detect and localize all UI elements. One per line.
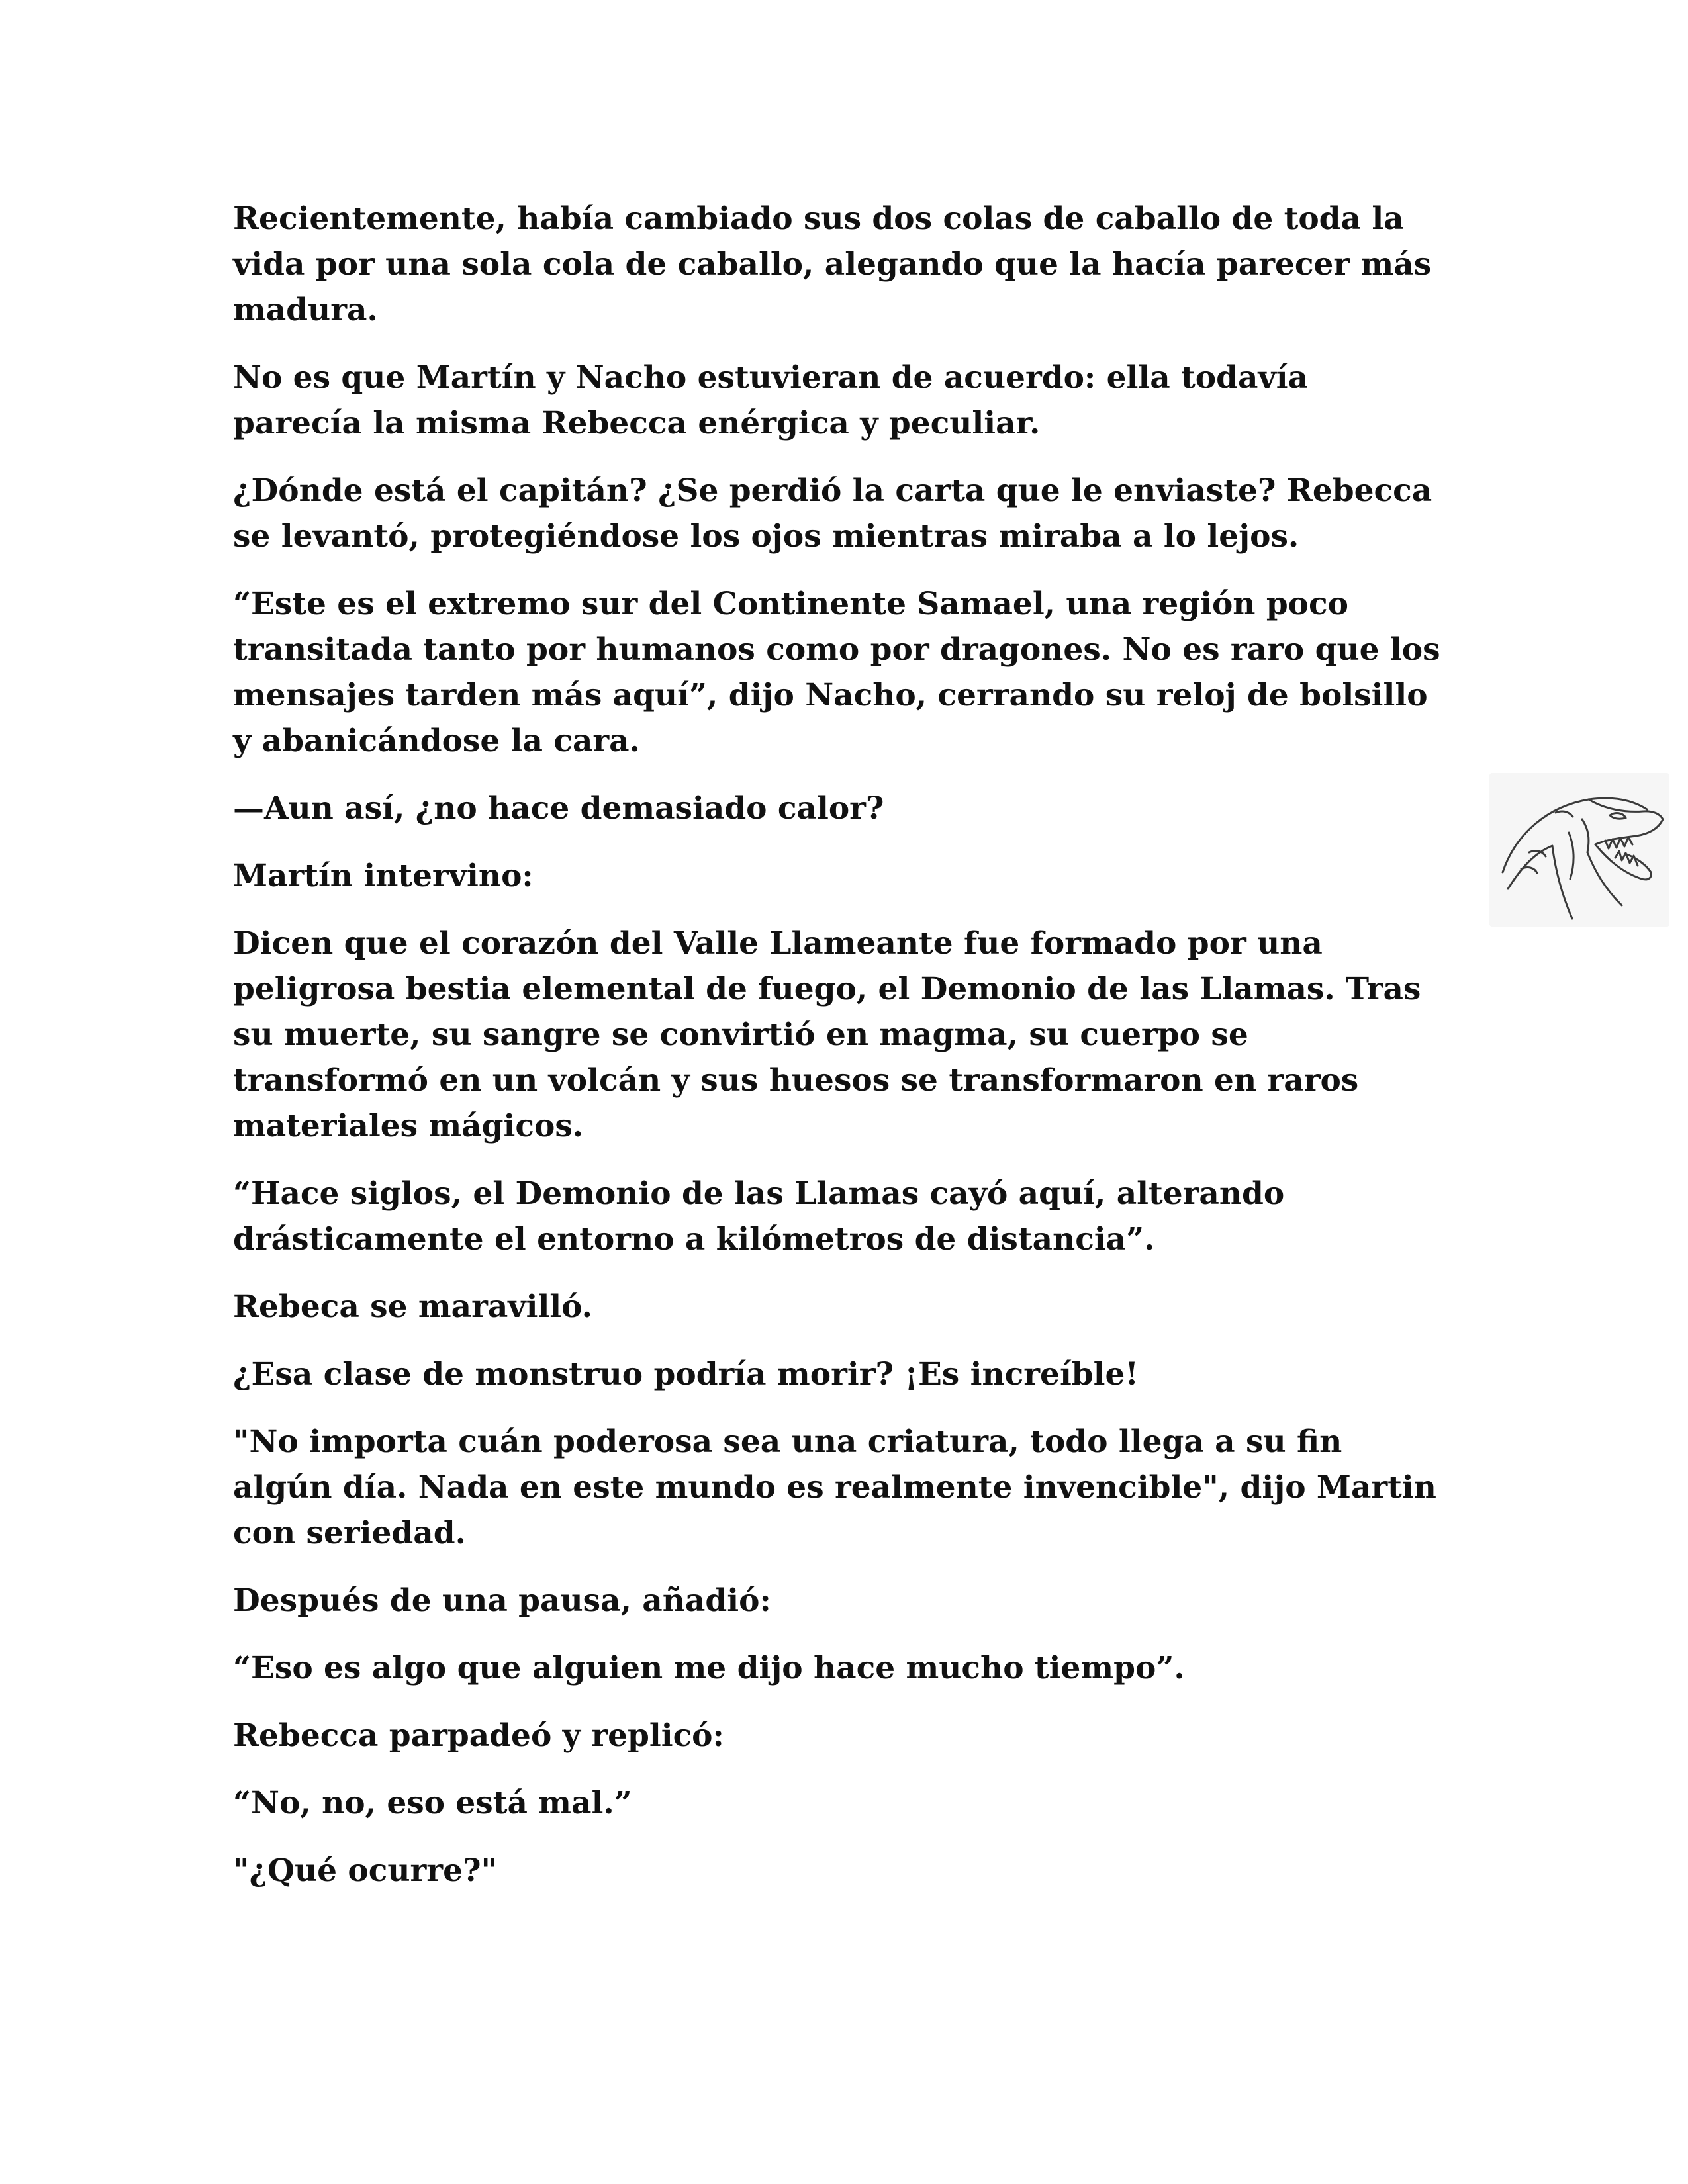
dragon-head-sketch-icon xyxy=(1489,773,1669,927)
paragraph-14: Rebecca parpadeó y replicó: xyxy=(233,1717,724,1754)
paragraph-8: “Hace siglos, el Demonio de las Llamas cayó aquí, alterando drásticamente el entorno a kilómetros de distancia”. xyxy=(233,1175,1285,1257)
paragraph-1: Recientemente, había cambiado sus dos colas de caballo de toda la vida por una sola cola de caballo, alegando que la hacía parecer más madura. xyxy=(233,201,1432,328)
paragraph-5: —Aun así, ¿no hace demasiado calor? xyxy=(233,790,884,827)
paragraph-15: “No, no, eso está mal.” xyxy=(233,1785,632,1821)
paragraph-2: No es que Martín y Nacho estuvieran de acuerdo: ella todavía parecía la misma Rebecca enérgica y peculiar. xyxy=(233,359,1309,441)
paragraph-3: ¿Dónde está el capitán? ¿Se perdió la carta que le enviaste? Rebecca se levantó, protegiéndose los ojos mientras miraba a lo lejos. xyxy=(233,473,1432,555)
paragraph-7: Dicen que el corazón del Valle Llameante fue formado por una peligrosa bestia elemental de fuego, el Demonio de las Llamas. Tras su muerte, su sangre se convirtió en magma, su cuerpo se transformó en un volcán y sus huesos se transformaron en raros materiales mágicos. xyxy=(233,925,1421,1144)
paragraph-13: “Eso es algo que alguien me dijo hace mucho tiempo”. xyxy=(233,1650,1185,1686)
paragraph-10: ¿Esa clase de monstruo podría morir? ¡Es increíble! xyxy=(233,1356,1139,1392)
paragraph-16: "¿Qué ocurre?" xyxy=(233,1852,497,1889)
paragraph-4: “Este es el extremo sur del Continente Samael, una región poco transitada tanto por humanos como por dragones. No es raro que los mensajes tarden más aquí”, dijo Nacho, cerrando su reloj de bolsillo y abanicándose la cara. xyxy=(233,586,1440,759)
paragraph-11: "No importa cuán poderosa sea una criatura, todo llega a su fin algún día. Nada en este mundo es realmente invencible", dijo Martin con seriedad. xyxy=(233,1424,1436,1551)
paragraph-9: Rebeca se maravilló. xyxy=(233,1289,593,1325)
paragraph-6: Martín intervino: xyxy=(233,858,534,894)
story-text xyxy=(233,196,1444,1915)
paragraph-12: Después de una pausa, añadió: xyxy=(233,1582,771,1619)
